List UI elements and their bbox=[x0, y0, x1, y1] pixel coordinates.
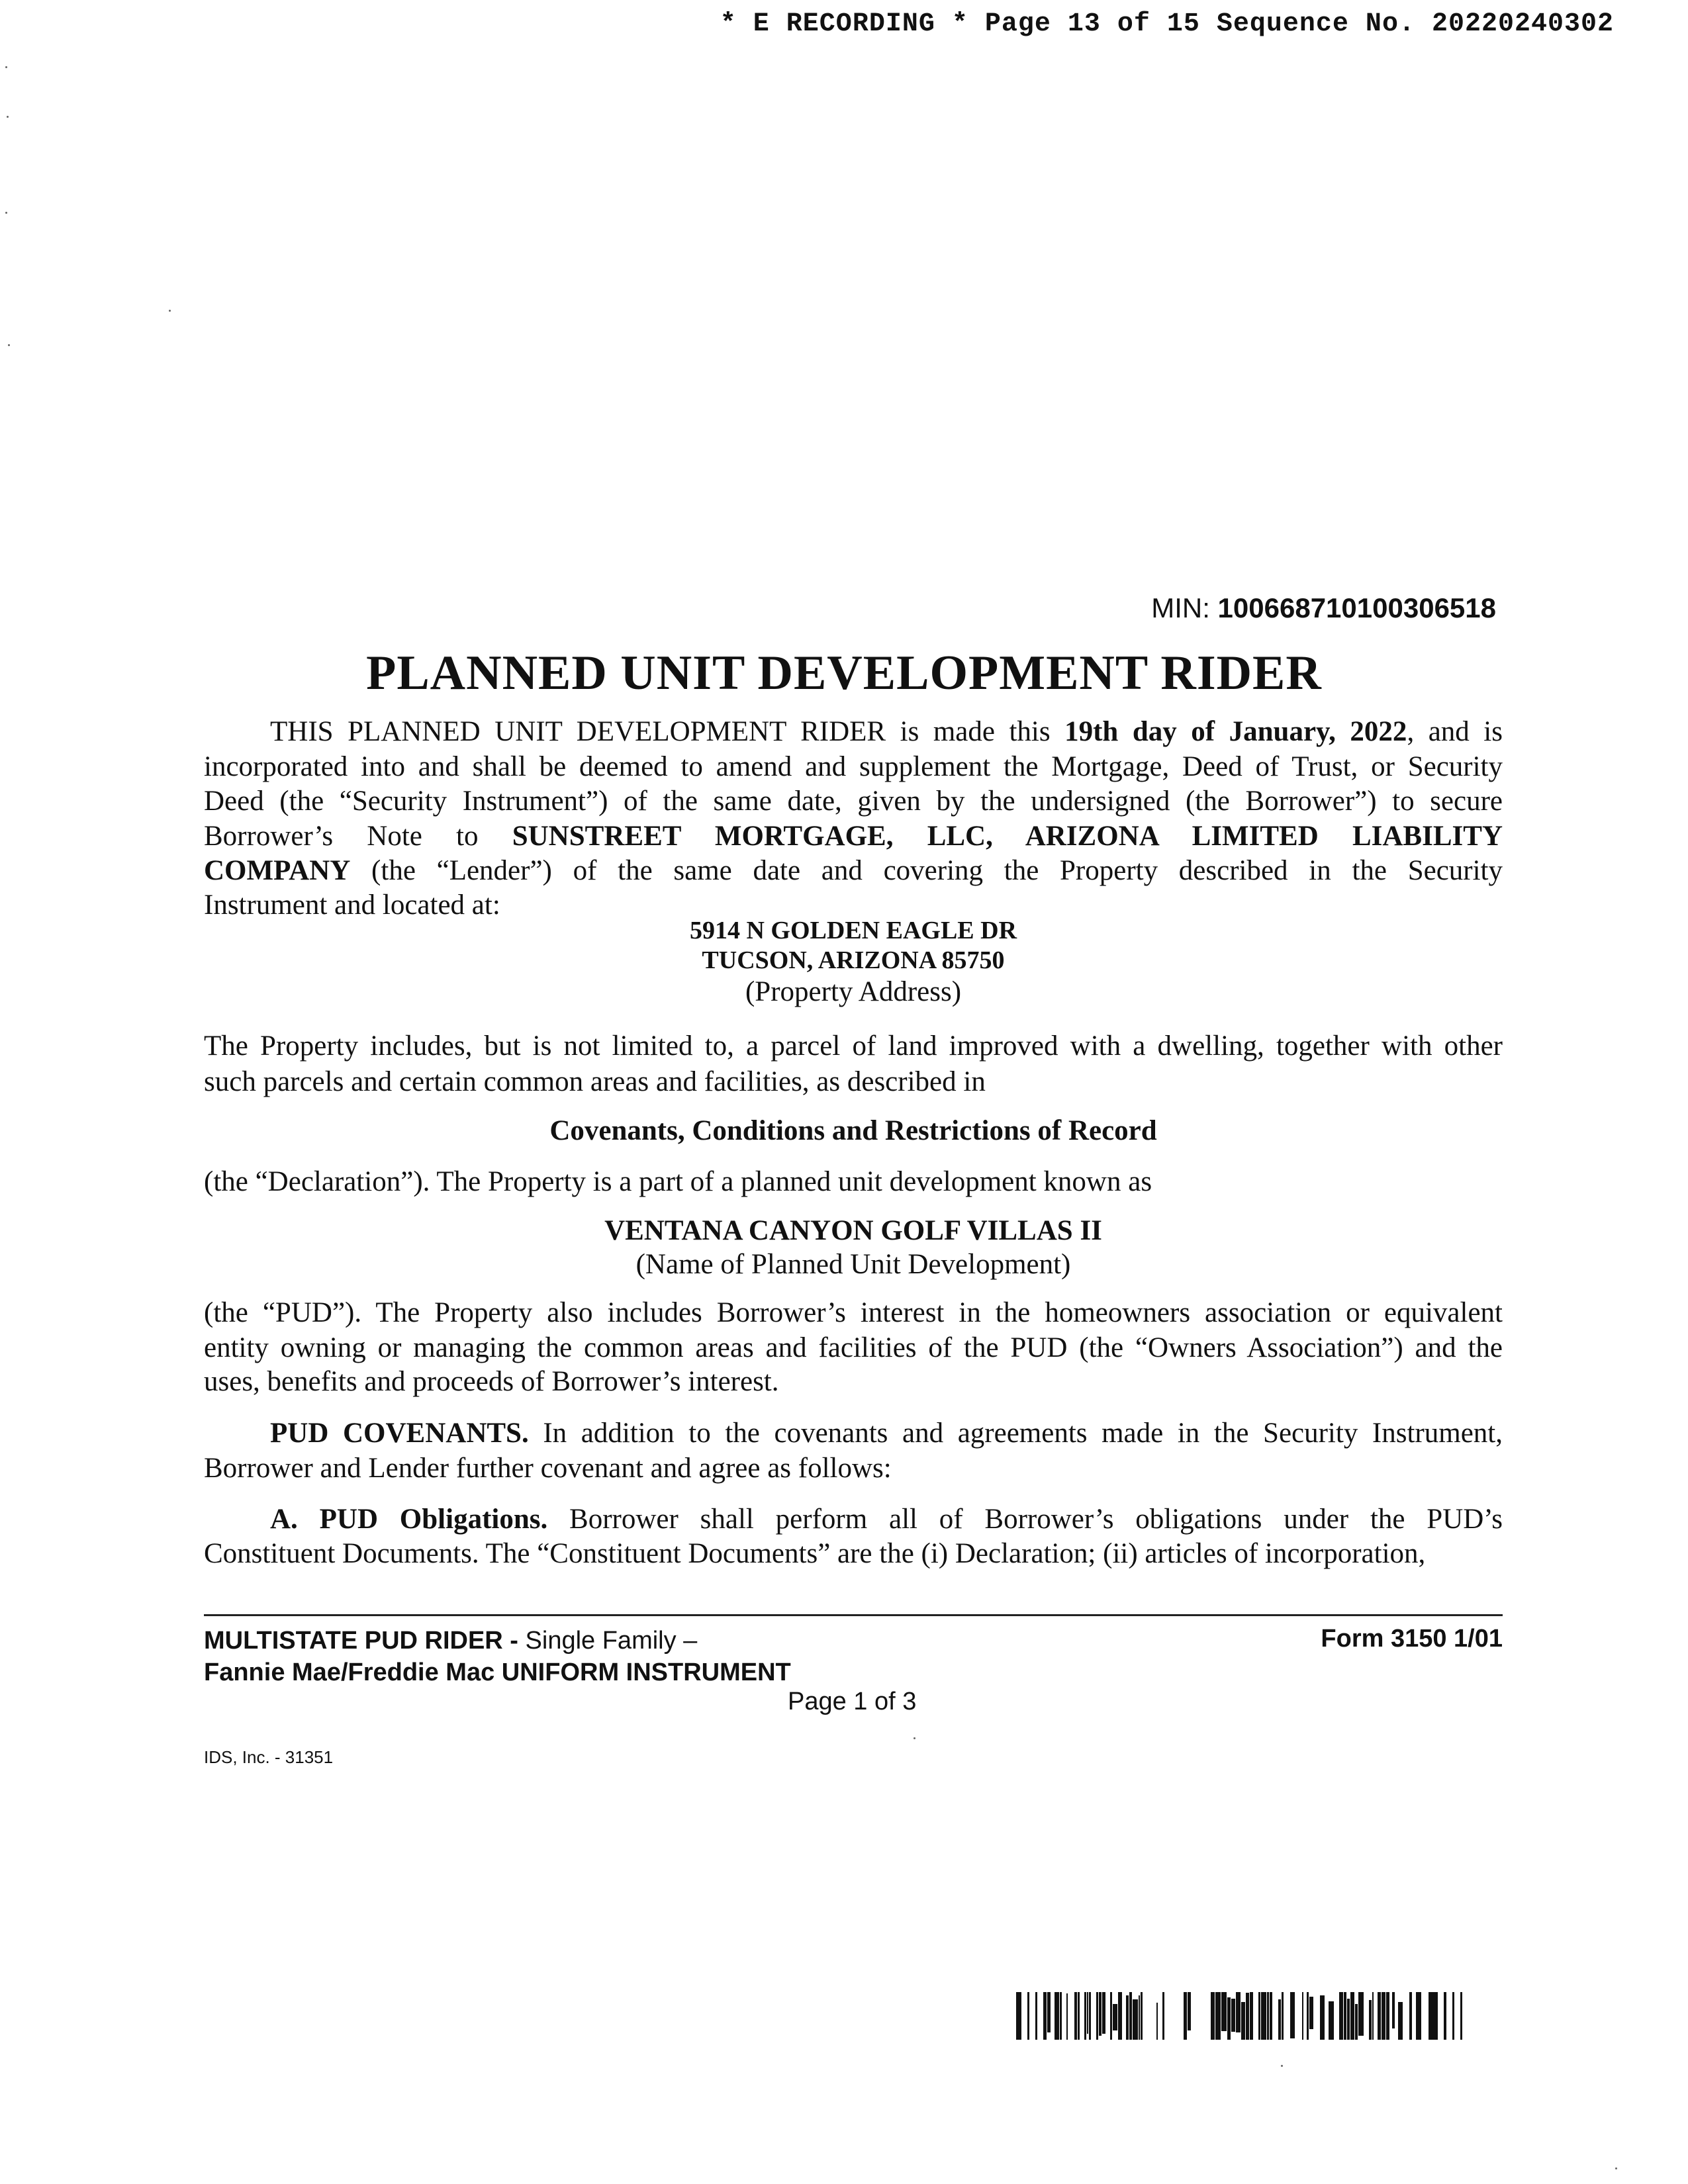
recording-header: * E RECORDING * Page 13 of 15 Sequence No. 20220240302 bbox=[720, 9, 1614, 39]
covenants-paragraph bbox=[204, 1416, 1503, 1451]
property-address-caption: (Property Address) bbox=[745, 976, 962, 1007]
footer-ids-code: IDS, Inc. - 31351 bbox=[204, 1747, 334, 1767]
covenants-line-2: Borrower and Lender further covenant and agree as follows: bbox=[204, 1453, 892, 1484]
property-includes-paragraph bbox=[204, 1029, 1503, 1064]
property-includes-line-1: The Property includes, but is not limited to, a parcel of land improved with a dwelling, together with other bbox=[204, 1030, 1503, 1062]
section-a-line-2: Constituent Documents. The “Constituent Documents” are the (i) Declaration; (ii) articles of incorporation, bbox=[204, 1538, 1426, 1569]
rider-date: 19th day of January, 2022 bbox=[1064, 716, 1407, 747]
covenants-heading: PUD COVENANTS. bbox=[270, 1418, 529, 1449]
declaration-title: Covenants, Conditions and Restrictions of Record bbox=[549, 1115, 1157, 1146]
property-includes-line-2: such parcels and certain common areas and facilities, as described in bbox=[204, 1066, 986, 1097]
pud-paragraph-line-3: uses, benefits and proceeds of Borrower’s interest. bbox=[204, 1366, 779, 1397]
footer-form-number: Form 3150 1/01 bbox=[1321, 1625, 1503, 1653]
intro-line-2: incorporated into and shall be deemed to amend and supplement the Mortgage, Deed of Trust, or Security bbox=[204, 751, 1503, 782]
min-label: MIN: bbox=[1151, 592, 1210, 623]
pud-name-caption: (Name of Planned Unit Development) bbox=[635, 1249, 1071, 1280]
intro-line-4: Borrower’s Note to SUNSTREET MORTGAGE, LLC, ARIZONA LIMITED LIABILITY bbox=[204, 820, 1503, 852]
pud-paragraph-line-1: (the “PUD”). The Property also includes Borrower’s interest in the homeowners association or equivalent bbox=[204, 1297, 1503, 1328]
section-a-paragraph bbox=[204, 1502, 1503, 1537]
intro-line-1: THIS PLANNED UNIT DEVELOPMENT RIDER is made this 19th day of January, 2022, and is bbox=[270, 716, 1503, 747]
footer-form-title: MULTISTATE PUD RIDER - Single Family – Fannie Mae/Freddie Mac UNIFORM INSTRUMENT bbox=[204, 1627, 791, 1686]
section-a-heading: A. PUD Obligations. bbox=[270, 1504, 548, 1535]
barcode bbox=[1016, 1992, 1493, 2040]
pud-paragraph bbox=[204, 1296, 1503, 1365]
intro-line-3: Deed (the “Security Instrument”) of the same date, given by the undersigned (the Borrower”) to secure bbox=[204, 786, 1503, 817]
pud-name: VENTANA CANYON GOLF VILLAS II bbox=[604, 1215, 1102, 1246]
declaration-line: (the “Declaration”). The Property is a part of a planned unit development known as bbox=[204, 1166, 1152, 1197]
lender-name: SUNSTREET MORTGAGE, LLC, ARIZONA LIMITED LIABILITY bbox=[512, 820, 1503, 852]
covenants-line-1: PUD COVENANTS. In addition to the covenants and agreements made in the Security Instrument, bbox=[270, 1418, 1503, 1449]
intro-line-5: COMPANY (the “Lender”) of the same date and covering the Property described in the Security bbox=[204, 855, 1503, 886]
footer-rule bbox=[204, 1614, 1503, 1616]
intro-paragraph bbox=[204, 715, 1503, 889]
intro-line-6: Instrument and located at: bbox=[204, 889, 500, 921]
section-a-line-1: A. PUD Obligations. Borrower shall perform all of Borrower’s obligations under the PUD’s bbox=[270, 1504, 1503, 1535]
document-title: PLANNED UNIT DEVELOPMENT RIDER bbox=[366, 646, 1322, 700]
min-line bbox=[1151, 592, 1496, 624]
property-address-line1: 5914 N GOLDEN EAGLE DR bbox=[689, 917, 1017, 944]
property-address-line2: TUCSON, ARIZONA 85750 bbox=[702, 946, 1005, 974]
min-number: 100668710100306518 bbox=[1217, 592, 1496, 623]
pud-paragraph-line-2: entity owning or managing the common areas and facilities of the PUD (the “Owners Association”) and the bbox=[204, 1332, 1503, 1363]
lender-name-cont: COMPANY bbox=[204, 855, 351, 886]
footer-page-number: Page 1 of 3 bbox=[788, 1688, 917, 1715]
